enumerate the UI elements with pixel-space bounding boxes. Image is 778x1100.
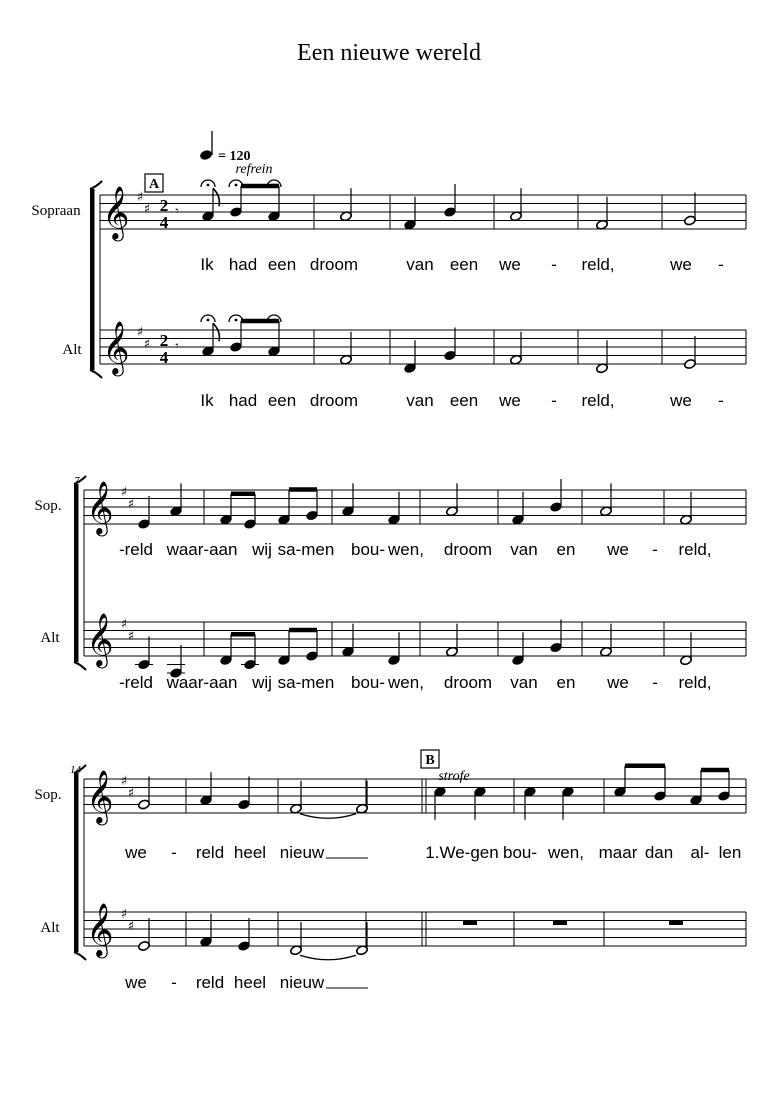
measure-number-14: 14 [70, 764, 81, 776]
treble-clef-icon: 𝄞 [86, 612, 114, 666]
fermata-dot [235, 319, 238, 322]
system-bracket [74, 484, 79, 662]
lyric-syllable: droom [443, 540, 493, 559]
lyric-syllable: reld [195, 973, 225, 992]
tempo-quarter-note-icon [199, 149, 213, 161]
lyric-syllable: - [718, 255, 724, 274]
tie [300, 814, 356, 819]
eighth-rest-icon: 𝄾 [175, 339, 179, 354]
time-signature-bottom: 4 [159, 213, 169, 232]
rehearsal-mark-b: B [425, 753, 435, 768]
lyric-syllable: - [551, 391, 557, 410]
lyric-syllable: waar-aan [166, 540, 238, 559]
lyric-syllable: len [718, 843, 742, 862]
expression-strofe: strofe [438, 769, 470, 784]
treble-clef-icon: 𝄞 [86, 902, 114, 956]
lyric-syllable: - [652, 540, 658, 559]
lyric-syllable: - [171, 973, 177, 992]
lyric-syllable: bou- [350, 673, 386, 692]
bracket-hook [90, 181, 102, 189]
whole-rest [463, 921, 477, 926]
sharp-icon: ♯ [127, 786, 135, 801]
sharp-icon: ♯ [120, 617, 128, 632]
lyric-syllable: nieuw [279, 843, 325, 862]
system-bracket [74, 773, 79, 952]
lyric-syllable: van [510, 673, 538, 692]
lyric-syllable: bou- [350, 540, 386, 559]
lyric-syllable: - [652, 673, 658, 692]
lyric-syllable: -reld [118, 673, 154, 692]
rehearsal-mark-a: A [148, 177, 160, 192]
lyric-syllable: van [406, 391, 434, 410]
lyric-syllable: - [171, 843, 177, 862]
sharp-icon: ♯ [127, 629, 135, 644]
lyric-syllable: - [551, 255, 557, 274]
tempo-marking: = 120 [218, 149, 251, 164]
lyric-syllable: wen, [388, 540, 424, 559]
fermata-dot [207, 184, 210, 187]
lyric-syllable: wij [252, 673, 272, 692]
whole-rest [669, 921, 683, 926]
instrument-label-alto: Alt [40, 920, 60, 936]
lyric-syllable: we [499, 391, 521, 410]
lyric-syllable: had [228, 391, 258, 410]
bracket-hook [90, 370, 102, 378]
lyric-syllable: heel [233, 973, 267, 992]
lyric-syllable: reld, [581, 255, 615, 274]
lyric-syllable: nieuw [279, 973, 325, 992]
lyric-syllable: we [607, 540, 629, 559]
lyric-syllable: 1.We-gen [425, 843, 499, 862]
lyric-syllable: een [267, 391, 297, 410]
sharp-icon: ♯ [120, 485, 128, 500]
lyric-syllable: droom [309, 255, 359, 274]
fermata-dot [235, 184, 238, 187]
lyric-syllable: sa-men [277, 540, 335, 559]
lyric-syllable: bou- [502, 843, 538, 862]
lyric-syllable: waar-aan [166, 673, 238, 692]
instrument-label-soprano: Sopraan [31, 203, 81, 219]
sharp-icon: ♯ [120, 907, 128, 922]
lyric-syllable: reld, [678, 540, 712, 559]
lyric-syllable: een [449, 391, 479, 410]
lyric-syllable: we [670, 391, 692, 410]
lyric-syllable: we [499, 255, 521, 274]
lyric-syllable: een [449, 255, 479, 274]
lyric-syllable: - [718, 391, 724, 410]
lyric-syllable: een [267, 255, 297, 274]
lyric-syllable: van [406, 255, 434, 274]
time-signature-top: 2 [159, 196, 169, 215]
lyric-syllable: van [510, 540, 538, 559]
lyric-syllable: reld [195, 843, 225, 862]
lyric-syllable: dan [644, 843, 674, 862]
lyric-syllable: en [556, 540, 576, 559]
lyric-syllable: we [125, 843, 147, 862]
lyric-syllable: Ik [200, 391, 214, 410]
whole-rest [553, 921, 567, 926]
lyric-syllable: we [670, 255, 692, 274]
lyric-syllable: wen, [388, 673, 424, 692]
system-bracket [90, 189, 95, 370]
expression-refrein: refrein [235, 162, 273, 177]
lyric-syllable: al- [690, 843, 710, 862]
lyric-syllable: droom [309, 391, 359, 410]
bracket-hook [74, 662, 86, 670]
lyric-syllable: en [556, 673, 576, 692]
treble-clef-icon: 𝄞 [102, 185, 130, 239]
instrument-label-soprano-short: Sop. [34, 498, 62, 514]
lyric-syllable: we [607, 673, 629, 692]
lyric-syllable: wen, [548, 843, 584, 862]
lyric-syllable: maar [598, 843, 638, 862]
lyric-syllable: we [125, 973, 147, 992]
tie [300, 955, 356, 960]
time-signature-bottom: 4 [159, 348, 169, 367]
sharp-icon: ♯ [120, 774, 128, 789]
lyric-syllable: reld, [581, 391, 615, 410]
lyric-syllable: Ik [200, 255, 214, 274]
lyric-syllable: heel [233, 843, 267, 862]
sharp-icon: ♯ [127, 497, 135, 512]
sharp-icon: ♯ [127, 919, 135, 934]
time-signature-top: 2 [159, 331, 169, 350]
instrument-label-alto: Alt [40, 630, 60, 646]
lyric-syllable: reld, [678, 673, 712, 692]
treble-clef-icon: 𝄞 [102, 320, 130, 374]
fermata-dot [207, 319, 210, 322]
lyric-syllable: droom [443, 673, 493, 692]
measure-number-7: 7 [74, 475, 80, 487]
sharp-icon: ♯ [143, 337, 151, 352]
sharp-icon: ♯ [143, 202, 151, 217]
treble-clef-icon: 𝄞 [86, 480, 114, 534]
lyric-syllable: sa-men [277, 673, 335, 692]
lyric-syllable: wij [252, 540, 272, 559]
lyric-syllable: had [228, 255, 258, 274]
instrument-label-soprano-short: Sop. [34, 787, 62, 803]
instrument-label-alto: Alt [62, 342, 82, 358]
bracket-hook [74, 952, 86, 960]
sharp-icon: ♯ [136, 190, 144, 205]
page-title: Een nieuwe wereld [297, 40, 481, 66]
lyric-syllable: -reld [118, 540, 154, 559]
sharp-icon: ♯ [136, 325, 144, 340]
treble-clef-icon: 𝄞 [86, 769, 114, 823]
eighth-rest-icon: 𝄾 [175, 204, 179, 219]
